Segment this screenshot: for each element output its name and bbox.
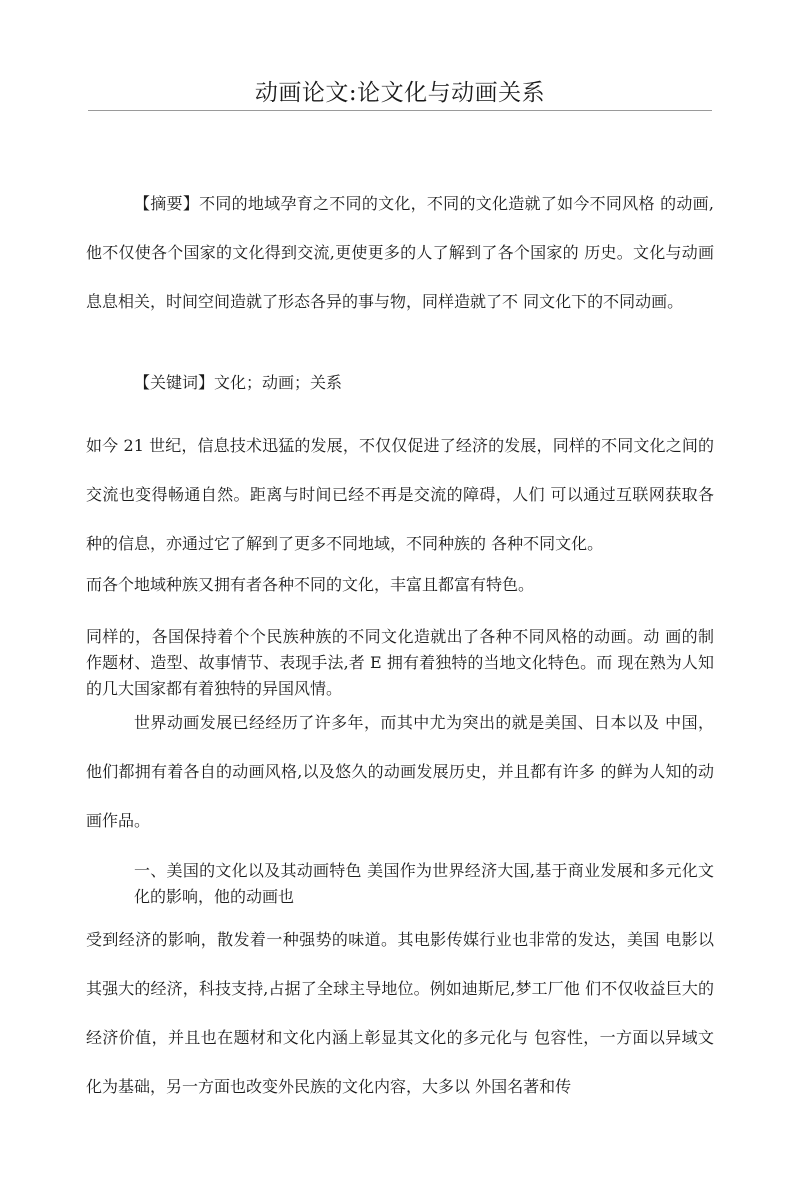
abstract-paragraph: 【摘要】不同的地域孕育之不同的文化，不同的文化造就了如今不同风格 的动画,他不仅使各个国家的文化得到交流,更使更多的人了解到了各个国家的 历史。文化与动画息息相关，时间空间造就了形态各异的事与物，同样造就了不 同文化下的不同动画。: [86, 194, 714, 311]
body-paragraph-4: 世界动画发展已经经历了许多年，而其中尤为突出的就是美国、日本以及 中国，他们都拥有着各自的动画风格,以及悠久的动画发展历史，并且都有许多 的鲜为人知的动画作品。: [86, 713, 714, 830]
keywords-line: 【关键词】文化；动画；关系: [134, 373, 343, 392]
body-paragraph-3: 同样的，各国保持着个个民族种族的不同文化造就出了各种不同风格的动画。动 画的制作题材、造型、故事情节、表现手法,者 E 拥有着独特的当地文化特色。而 现在熟为人知的几大国家都有着独特的异国风情。: [86, 627, 714, 698]
body-paragraph-5: 受到经济的影响，散发着一种强势的味道。其电影传媒行业也非常的发达，美国 电影以其强大的经济，科技支持,占据了全球主导地位。例如迪斯尼,梦工厂他 们不仅收益巨大的经济价值，并且也在题材和文化内涵上彰显其文化的多元化与 包容性，一方面以异域文化为基础，另一方面也改变外民族的文化内容，大多以 外国名著和传: [86, 930, 714, 1096]
section-heading-usa: 一、美国的文化以及其动画特色 美国作为世界经济大国,基于商业发展和多元化文化的影响，他的动画也: [134, 861, 714, 906]
body-paragraph-1: 如今 21 世纪，信息技术迅猛的发展，不仅仅促进了经济的发展，同样的不同文化之间的交流也变得畅通自然。距离与时间已经不再是交流的障碍，人们 可以通过互联网获取各种的信息，亦通过它了解到了更多不同地域，不同种族的 各种不同文化。: [86, 436, 714, 553]
body-paragraph-2: 而各个地域种族又拥有者各种不同的文化，丰富且都富有特色。: [86, 575, 535, 594]
document-title: 动画论文:论文化与动画关系: [254, 80, 546, 106]
title-underline: [88, 110, 712, 111]
